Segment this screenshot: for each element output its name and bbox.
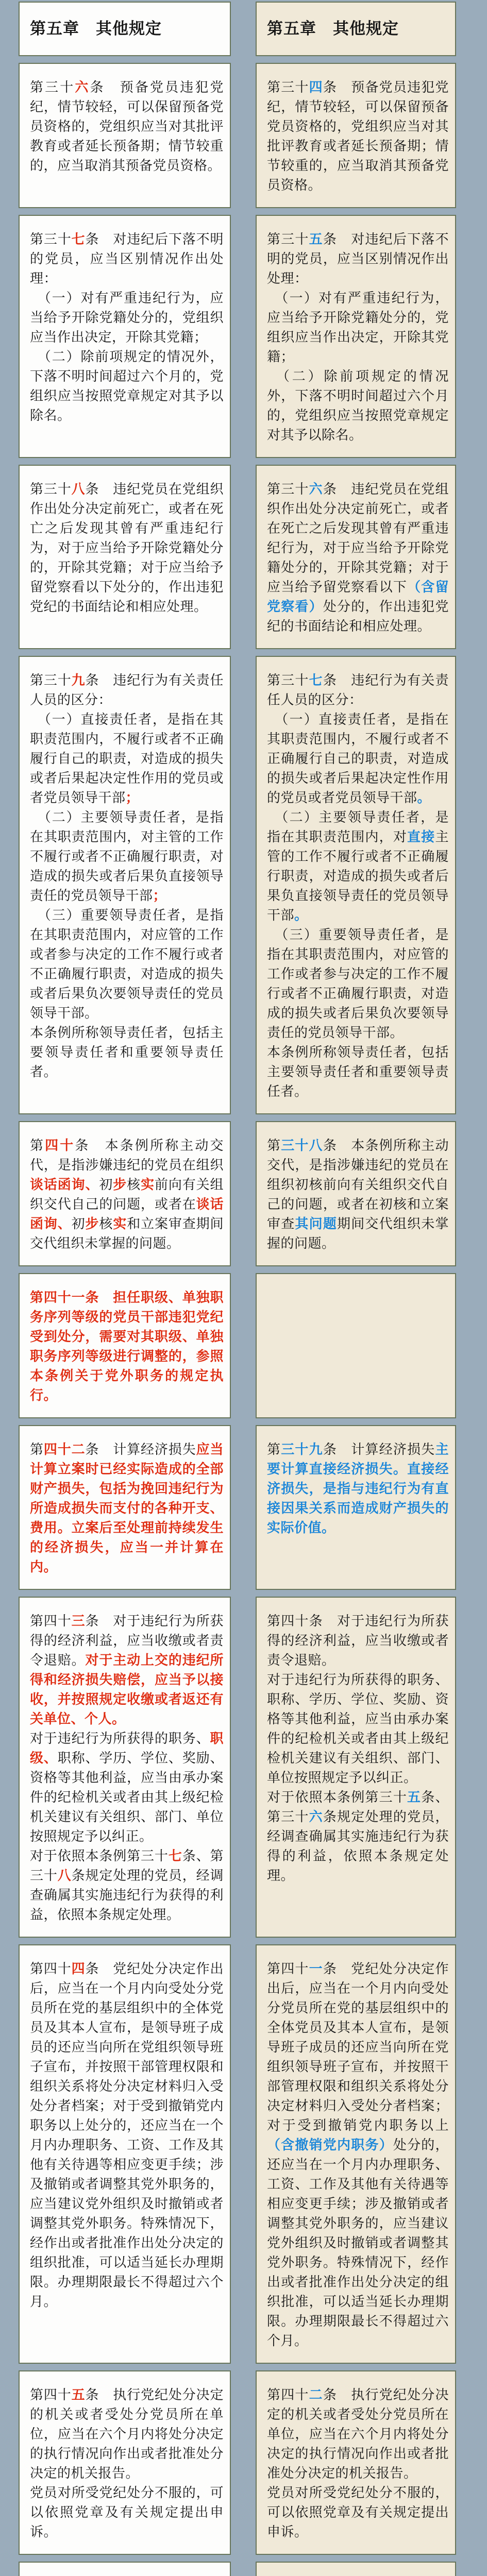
text-segment: 第 — [267, 1442, 281, 1457]
changed-text-blue: 六 — [309, 481, 323, 497]
paragraph — [30, 2385, 224, 2483]
changed-text-red: 八 — [71, 481, 86, 497]
right-article-cell — [256, 465, 456, 649]
text-segment: 条 预备党员违犯党纪，情节较轻，可以保留预备党员资格的，党组织应当对其批评教育或者延长预备期；情节较重的，应当取消其预备党员资格。 — [30, 79, 224, 173]
comparison-row — [19, 2562, 456, 2576]
changed-text-red: 四十 — [45, 1138, 75, 1153]
comparison-row — [19, 2370, 456, 2555]
comparison-row — [19, 1425, 456, 1590]
right-article-cell — [256, 215, 456, 458]
changed-text-blue: 四 — [309, 79, 323, 95]
changed-text-blue: 五 — [309, 231, 323, 247]
left-article-cell — [19, 465, 231, 649]
paragraph — [30, 2483, 224, 2541]
text-segment: 条规定处理的党员，经调查确属其实施违纪行为获得的利益，依照本条规定处理。 — [267, 1809, 449, 1883]
text-segment: 第五章 其他规定 — [30, 20, 162, 38]
comparison-row — [19, 215, 456, 458]
left-article-cell — [19, 2370, 231, 2555]
text-segment: （二）除前项规定的情况外，下落不明时间超过六个月的，党组织应当按照党章规定对其予以除名。 — [30, 349, 224, 423]
paragraph — [30, 670, 224, 709]
text-segment: 第四十 — [267, 2387, 309, 2402]
text-segment: 条 对违纪后下落不明的党员，应当区别情况作出处理： — [30, 231, 224, 286]
text-segment: 条 执行党纪处分决定的机关或者受处分党员所在单位，应当在六个月内将处分决定的执行情况向作出或者批准处分决定的机关报告。 — [30, 2387, 224, 2481]
text-segment: 职称、学历、学位、奖励、资格等其他利益，应当由承办案件的纪检机关或者由其上级纪检机关建议有关组织、部门、单位按照规定予以纠正。 — [30, 1750, 224, 1844]
right-article-cell — [256, 63, 456, 208]
paragraph — [267, 1136, 449, 1253]
changed-text-red: 九 — [71, 672, 86, 688]
text-segment: 第四十 — [30, 1961, 72, 1976]
changed-text-red: 第四十一条 担任职级、单独职务序列等级的党员干部违犯党纪受到处分，需要对其职级、单独职务序列等级进行调整的，参照本条例关于党外职务的规定执行。 — [30, 1290, 224, 1403]
left-article-cell — [19, 1425, 231, 1590]
changed-text-blue: 。 — [294, 907, 308, 923]
changed-text-blue: 主要计算直接经济损失。直接经济损失，是指与违纪行为有直接因果关系而造成财产损失的实际价值。 — [267, 1442, 449, 1535]
paragraph — [267, 1670, 449, 1787]
text-segment: 条 计算经济损失 — [323, 1442, 435, 1457]
comparison-row — [19, 1273, 456, 1418]
right-chapter-header-cell — [256, 2, 456, 56]
text-segment: 第四十 — [30, 1613, 72, 1629]
text-segment: 第四十 — [30, 2387, 72, 2402]
left-article-cell — [19, 1273, 231, 1418]
right-article-cell — [256, 1597, 456, 1938]
text-segment: 条 计算经济损失 — [85, 1442, 196, 1457]
changed-text-red: 八 — [57, 1868, 72, 1883]
changed-text-red: 职级、 — [30, 1731, 224, 1766]
text-segment: 第五章 其他规定 — [267, 20, 399, 38]
left-article-cell — [19, 63, 231, 208]
right-article-cell — [256, 656, 456, 1114]
changed-text-red: 步 — [113, 1177, 127, 1192]
paragraph — [267, 670, 449, 709]
left-article-cell — [19, 1121, 231, 1266]
changed-text-red: 六 — [75, 79, 90, 95]
text-segment: 第三十 — [267, 231, 309, 247]
changed-text-blue: （含留党察看） — [267, 579, 449, 614]
text-segment: （一）直接责任者，是指在其职责范围内，不履行或者不正确履行自己的职责，对造成的损失或者后果起决定性作用的党员或者党员领导干部 — [267, 711, 449, 805]
changed-text-red: 五 — [71, 2387, 86, 2402]
text-segment: 第三十 — [30, 481, 72, 497]
text-segment: 第三十 — [30, 231, 72, 247]
changed-text-red: ； — [153, 888, 167, 903]
changed-text-blue: 一 — [309, 1961, 323, 1976]
paragraph — [267, 807, 449, 925]
changed-text-red: 步 — [85, 1216, 99, 1231]
paragraph — [267, 2483, 449, 2541]
comparison-row — [19, 63, 456, 208]
text-segment: 条 对违纪后下落不明的党员，应当区别情况作出处理： — [267, 231, 449, 286]
text-segment: 条 违纪行为有关责任人员的区分： — [267, 672, 449, 707]
paragraph — [267, 19, 449, 39]
left-article-cell — [19, 215, 231, 458]
text-segment: 对于依照本条例第三十 — [267, 1789, 408, 1805]
changed-text-red: ； — [125, 790, 140, 805]
changed-text-red: 谈话函询、 — [30, 1177, 99, 1192]
text-segment: 党员对所受党纪处分不服的，可以依照党章及有关规定提出申诉。 — [30, 2485, 224, 2539]
regulation-comparison-table — [19, 2, 456, 2576]
changed-text-red: 实 — [141, 1177, 155, 1192]
text-segment: 第三十 — [30, 672, 72, 688]
paragraph — [267, 1959, 449, 2350]
changed-text-blue: （含撤销党内职务） — [267, 2137, 393, 2153]
text-segment: 条 本条例所称主动交代，是指涉嫌违纪的党员在组织初核前向有关组织交代自己的问题，或者在初核和立案审查 — [267, 1138, 449, 1231]
text-segment: 前向有关组织交代自己的问题，或者在 — [30, 1177, 224, 1212]
comparison-row — [19, 656, 456, 1114]
text-segment: 第三十 — [267, 79, 309, 95]
paragraph — [30, 905, 224, 1023]
text-segment: 第 — [267, 1138, 281, 1153]
paragraph — [267, 1439, 449, 1537]
paragraph — [267, 925, 449, 1042]
changed-text-red: 三 — [71, 1613, 86, 1629]
changed-text-red: 谈话函询、 — [30, 1196, 224, 1231]
text-segment: 条 对于违纪行为所获得的经济利益，应当收缴或者责令退赔。 — [30, 1613, 224, 1668]
paragraph — [30, 1136, 224, 1253]
text-segment: （一）直接责任者，是指在其职责范围内，不履行或者不正确履行自己的职责，对造成的损失或者后果起决定性作用的党员或者党员领导干部 — [30, 711, 224, 805]
text-segment: 第三十 — [267, 481, 309, 497]
paragraph — [30, 709, 224, 807]
changed-text-blue: 六 — [309, 1809, 323, 1824]
paragraph — [267, 288, 449, 366]
text-segment: 条 违纪党员在党组织作出处分决定前死亡，或者在死亡之后发现其曾有严重违纪行为，对于应当给予开除党籍处分的，开除其党籍；对于应当给予留党察看以下 — [267, 481, 449, 595]
paragraph — [30, 1846, 224, 1924]
text-segment: 条 违纪行为有关责任人员的区分： — [30, 672, 224, 707]
text-segment: 第 — [30, 1138, 45, 1153]
text-segment: （一）对有严重违纪行为，应当给予开除党籍处分的，党组织应当作出决定，开除其党籍； — [267, 290, 449, 364]
changed-text-blue: 。 — [417, 790, 431, 805]
text-segment: 条 执行党纪处分决定的机关或者受处分党员所在单位，应当在六个月内将处分决定的执行情况向作出或者批准处分决定的机关报告。 — [267, 2387, 449, 2481]
right-article-cell — [256, 1121, 456, 1266]
comparison-row — [19, 1121, 456, 1266]
comparison-row — [19, 465, 456, 649]
text-segment: 条 党纪处分决定作出后，应当在一个月内向受处分党员所在党的基层组织中的全体党员及其本人宣布，是领导班子成员的还应当向所在党组织领导班子宣布，并按照干部管理权限和组织关系将处分决定材料归入受处分者档案；对于受到撤销党内职务以上 — [267, 1961, 449, 2133]
paragraph — [267, 77, 449, 195]
text-segment: 第四十条 对于违纪行为所获得的经济利益，应当收缴或者责令退赔。 — [267, 1613, 449, 1668]
changed-text-red: 四十二 — [43, 1442, 86, 1457]
changed-text-blue: 直接 — [407, 829, 435, 844]
paragraph — [267, 1787, 449, 1885]
paragraph — [30, 288, 224, 347]
text-segment: （二）主要领导责任者，是指在其职责范围内，对主管的工作不履行或者不正确履行职责，对造成的损失或者后果负直接领导责任的党员领导干部 — [30, 809, 224, 903]
text-segment: 第 — [30, 1442, 44, 1457]
comparison-row — [19, 1597, 456, 1938]
paragraph — [267, 479, 449, 636]
changed-text-blue: 五 — [407, 1789, 422, 1805]
text-segment: 条、第三十 — [30, 1848, 224, 1883]
text-segment: 主管的工作不履行或者不正确履行职责，对造成的损失或者后果负直接领导责任的党员领导干部 — [267, 829, 449, 923]
paragraph — [30, 77, 224, 175]
changed-text-blue: 其问题 — [295, 1216, 338, 1231]
paragraph — [267, 366, 449, 445]
text-segment: 初 — [71, 1216, 86, 1231]
left-article-cell — [19, 656, 231, 1114]
text-segment: 对于违纪行为所获得的职务、职称、学历、学位、奖励、资格等其他利益，应当由承办案件的纪检机关或者由其上级纪检机关建议有关组织、部门、单位按照规定予以纠正。 — [267, 1672, 449, 1785]
right-article-cell — [256, 1425, 456, 1590]
paragraph — [267, 1042, 449, 1101]
text-segment: 条 预备党员违犯党纪，情节较轻，可以保留预备党员资格的，党组织应当对其批评教育或者延长预备期；情节较重的，应当取消其预备党员资格。 — [267, 79, 449, 193]
text-segment: 第三十 — [267, 672, 309, 688]
changed-text-red: 对于主动上交的违纪所得和经济损失赔偿，应当予以接收，并按照规定收缴或者返还有关单位、个人。 — [30, 1652, 224, 1726]
paragraph — [30, 479, 224, 616]
paragraph — [30, 347, 224, 425]
changed-text-blue: 三十八 — [281, 1138, 323, 1153]
changed-text-blue: 二 — [309, 2387, 323, 2402]
left-article-cell — [19, 1944, 231, 2364]
left-article-cell — [19, 1597, 231, 1938]
text-segment: 条规定处理的党员，经调查确属其实施违纪行为获得的利益，依照本条规定处理。 — [30, 1868, 224, 1922]
text-segment: 条 本条例所称主动交代，是指涉嫌违纪的党员在组织 — [30, 1138, 224, 1173]
text-segment: 核 — [127, 1177, 141, 1192]
right-article-cell — [256, 1944, 456, 2364]
text-segment: 第四十 — [267, 1961, 309, 1976]
text-segment: （二）除前项规定的情况外，下落不明时间超过六个月的，党组织应当按照党章规定对其予以除名。 — [267, 368, 449, 443]
paragraph — [30, 229, 224, 288]
text-segment: （三）重要领导责任者，是指在其职责范围内，对应管的工作或者参与决定的工作不履行或者不正确履行职责，对造成的损失或者后果负次要领导责任的党员领导干部。 — [267, 927, 449, 1040]
changed-text-red: 应当计算立案时已经实际造成的全部财产损失，包括为挽回违纪行为所造成损失而支付的各种开支、费用。立案后至处理前持续发生的经济损失，应当一并计算在内。 — [30, 1442, 224, 1574]
text-segment: 第三十 — [30, 79, 75, 95]
left-chapter-header-cell — [19, 2, 231, 56]
paragraph — [30, 1611, 224, 1728]
text-segment: 条、第三十 — [267, 1789, 449, 1824]
changed-text-red: 实 — [113, 1216, 127, 1231]
changed-text-blue: 三十九 — [281, 1442, 323, 1457]
paragraph — [267, 2385, 449, 2483]
chapter-header-row — [19, 2, 456, 56]
text-segment: 和立案审查期间交代组织未掌握的问题。 — [30, 1216, 224, 1251]
text-segment: 核 — [99, 1216, 113, 1231]
right-empty-cell — [256, 1273, 456, 1418]
text-segment: （一）对有严重违纪行为，应当给予开除党籍处分的，党组织应当作出决定，开除其党籍； — [30, 290, 224, 345]
text-segment: 处分的，作出违犯党纪的书面结论和相应处理。 — [267, 599, 449, 634]
text-segment: 党员对所受党纪处分不服的，可以依照党章及有关规定提出申诉。 — [267, 2485, 449, 2539]
text-segment: （三）重要领导责任者，是指在其职责范围内，对应管的工作或者参与决定的工作不履行或者不正确履行职责，对造成的损失或者后果负次要领导责任的党员领导干部。 — [30, 907, 224, 1021]
changed-text-red: 七 — [168, 1848, 182, 1863]
paragraph — [30, 807, 224, 905]
text-segment: 对于依照本条例第三十 — [30, 1848, 169, 1863]
paragraph — [30, 19, 224, 39]
text-segment: 处分的，还应当在一个月内办理职务、工资、工作及其他有关待遇等相应变更手续；涉及撤销或者调整其党外职务的，应当建议党外组织及时撤销或者调整其党外职务。特殊情况下，经作出或者批准作出处分决定的组织批准，可以适当延长办理期限。办理期限最长不得超过六个月。 — [267, 2137, 449, 2348]
changed-text-blue: 七 — [309, 672, 323, 688]
changed-text-red: 七 — [71, 231, 86, 247]
paragraph — [267, 229, 449, 288]
paragraph — [30, 1728, 224, 1846]
right-empty-cell — [256, 2562, 456, 2576]
changed-text-red: 四 — [71, 1961, 86, 1976]
text-segment: 条 违纪党员在党组织作出处分决定前死亡，或者在死亡之后发现其曾有严重违纪行为，对于应当给予开除党籍处分的，开除其党籍；对于应当给予留党察看以下处分的，作出违犯党纪的书面结论和相应处理。 — [30, 481, 224, 614]
paragraph — [30, 1287, 224, 1405]
paragraph — [30, 1439, 224, 1577]
paragraph — [267, 1611, 449, 1670]
text-segment: 初 — [99, 1177, 113, 1192]
left-article-cell — [19, 2562, 231, 2576]
paragraph — [30, 1959, 224, 2311]
comparison-row — [19, 1944, 456, 2364]
right-article-cell — [256, 2370, 456, 2555]
text-segment: 对于违纪行为所获得的职务、 — [30, 1731, 210, 1746]
text-segment: 期间交代组织未掌握的问题。 — [267, 1216, 449, 1251]
text-segment: 本条例所称领导责任者，包括主要领导责任者和重要领导责任者。 — [30, 1025, 224, 1079]
text-segment: 条 党纪处分决定作出后，应当在一个月内向受处分党员所在党的基层组织中的全体党员及其本人宣布，是领导班子成员的还应当向所在党组织领导班子宣布，并按照干部管理权限和组织关系将处分决定材料归入受处分者档案；对于受到撤销党内职务以上处分的，还应当在一个月内办理职务、工资、工作及其他有关待遇等相应变更手续；涉及撤销或者调整其党外职务的，应当建议党外组织及时撤销或者调整其党外职务。特殊情况下，经作出或者批准作出处分决定的组织批准，可以适当延长办理期限。办理期限最长不得超过六个月。 — [30, 1961, 224, 2309]
text-segment: 本条例所称领导责任者，包括主要领导责任者和重要领导责任者。 — [267, 1044, 449, 1099]
paragraph — [30, 1023, 224, 1081]
text-segment: （二）主要领导责任者，是指在其职责范围内，对 — [267, 809, 449, 844]
paragraph — [267, 709, 449, 807]
